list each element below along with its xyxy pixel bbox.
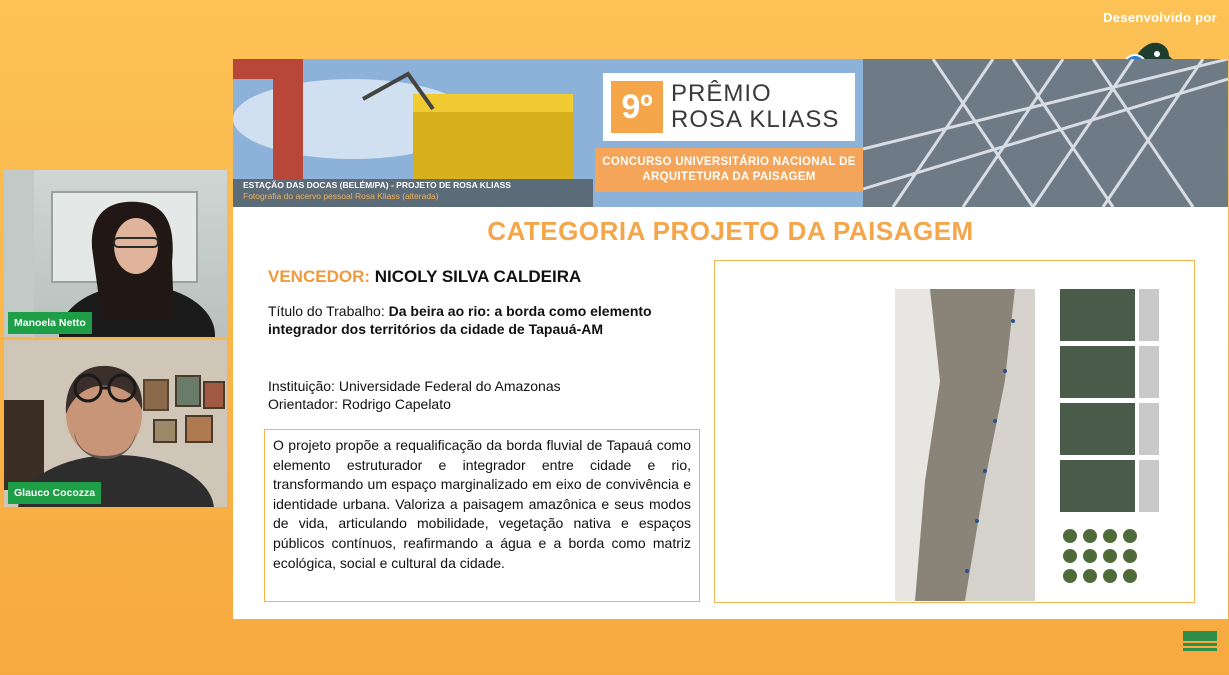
winner-name: NICOLY SILVA CALDEIRA [374, 267, 582, 286]
sponsor-logo-icon [1181, 629, 1219, 653]
developed-by-label: Desenvolvido por [1103, 10, 1217, 25]
slide-banner [233, 59, 1228, 207]
winner-line [268, 267, 581, 287]
participant-video-tile[interactable] [4, 170, 227, 337]
advisor-label: Orientador: [268, 396, 339, 412]
advisor-name: Rodrigo Capelato [341, 396, 451, 412]
banner-photo-caption: ESTAÇÃO DAS DOCAS (BELÉM/PA) - PROJETO DE ROSA KLIASS [243, 180, 511, 190]
prize-edition-number: 9º [611, 81, 663, 133]
participant-video-tile[interactable] [4, 340, 227, 507]
institution-label: Instituição: [268, 378, 335, 394]
work-title-block [268, 302, 688, 338]
category-heading: CATEGORIA PROJETO DA PAISAGEM [487, 216, 974, 246]
contest-subtitle: CONCURSO UNIVERSITÁRIO NACIONAL DE ARQUITETURA DA PAISAGEM [595, 148, 863, 192]
institution-block [268, 377, 561, 413]
institution-name: Universidade Federal do Amazonas [338, 378, 561, 394]
prize-logo [603, 73, 855, 141]
participant-name-tag: Manoela Netto [8, 312, 92, 334]
banner-photo-credit: Fotografia do acervo pessoal Rosa Kliass (alterada) [243, 191, 439, 201]
participant-name-tag: Glauco Cocozza [8, 482, 101, 504]
work-title: Da beira ao rio: a borda como elemento integrador dos territórios da cidade de Tapauá-AM [268, 303, 652, 337]
project-description: O projeto propõe a requalificação da borda fluvial de Tapauá como elemento estruturador e integrador entre cidade e rio, transformando um espaço marginalizado em eixo de convivência e identidade urbana. Valoriza a paisagem amazônica e seus modos de vida, articulando mobilidade, vegetação nativa e espaços públicos contínuos, reafirmando a água e a borda como matriz ecológica, social e cultural da cidade. [264, 429, 700, 602]
prize-title: PRÊMIO ROSA KLIASS [671, 80, 840, 133]
work-title-label: Título do Trabalho: [268, 303, 385, 319]
project-board-image [714, 260, 1195, 603]
presentation-slide [233, 59, 1228, 619]
project-board-illustration [715, 261, 1195, 603]
winner-label: VENCEDOR: [268, 267, 371, 286]
